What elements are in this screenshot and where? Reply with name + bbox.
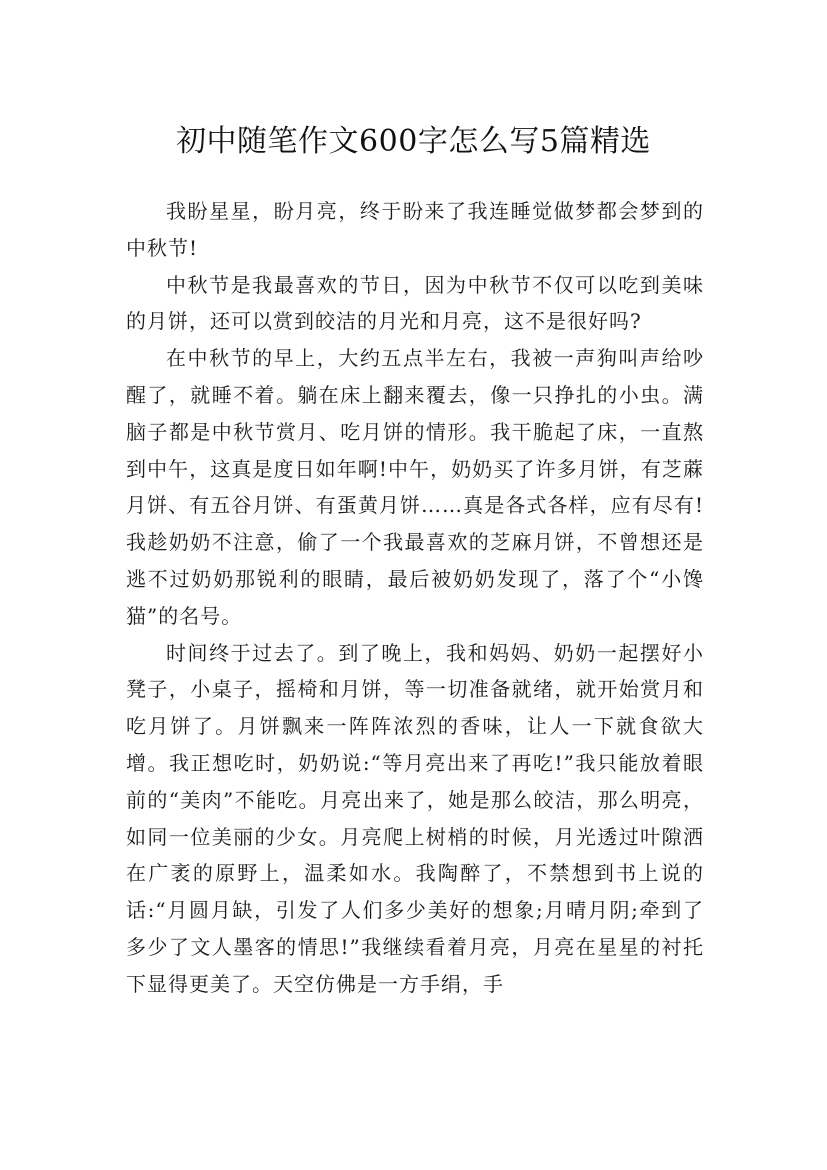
paragraph-4: 时间终于过去了。到了晚上，我和妈妈、奶奶一起摆好小凳子，小桌子，摇椅和月饼，等一切准备就绪，就开始赏月和吃月饼了。月饼飘来一阵阵浓烈的香味，让人一下就食欲大增。我正想吃时，奶奶说:“等月亮出来了再吃!”我只能放着眼前的“美肉”不能吃。月亮出来了，她是那么皎洁，那么明亮，如同一位美丽的少女。月亮爬上树梢的时候，月光透过叶隙洒在广袤的原野上，温柔如水。我陶醉了，不禁想到书上说的话:“月圆月缺，引发了人们多少美好的想象;月晴月阴;牵到了多少了文人墨客的情思!”我继续看着月亮，月亮在星星的衬托下显得更美了。天空仿佛是一方手绢，手 <box>126 640 704 996</box>
paragraph-2: 中秋节是我最喜欢的节日，因为中秋节不仅可以吃到美味的月饼，还可以赏到皎洁的月光和月亮，这不是很好吗? <box>126 272 704 334</box>
paragraph-1: 我盼星星，盼月亮，终于盼来了我连睡觉做梦都会梦到的中秋节! <box>126 199 704 260</box>
document-body <box>126 193 704 1003</box>
document-title: 初中随笔作文600字怎么写5篇精选 <box>176 124 651 160</box>
paragraph-3: 在中秋节的早上，大约五点半左右，我被一声狗叫声给吵醒了，就睡不着。躺在床上翻来覆去，像一只挣扎的小虫。满脑子都是中秋节赏月、吃月饼的情形。我干脆起了床，一直熬到中午，这真是度日如年啊!中午，奶奶买了许多月饼，有芝蔴月饼、有五谷月饼、有蛋黄月饼……真是各式各样，应有尽有!我趁奶奶不注意，偷了一个我最喜欢的芝麻月饼，不曾想还是逃不过奶奶那锐利的眼睛，最后被奶奶发现了，落了个“小馋猫”的名号。 <box>126 346 704 628</box>
